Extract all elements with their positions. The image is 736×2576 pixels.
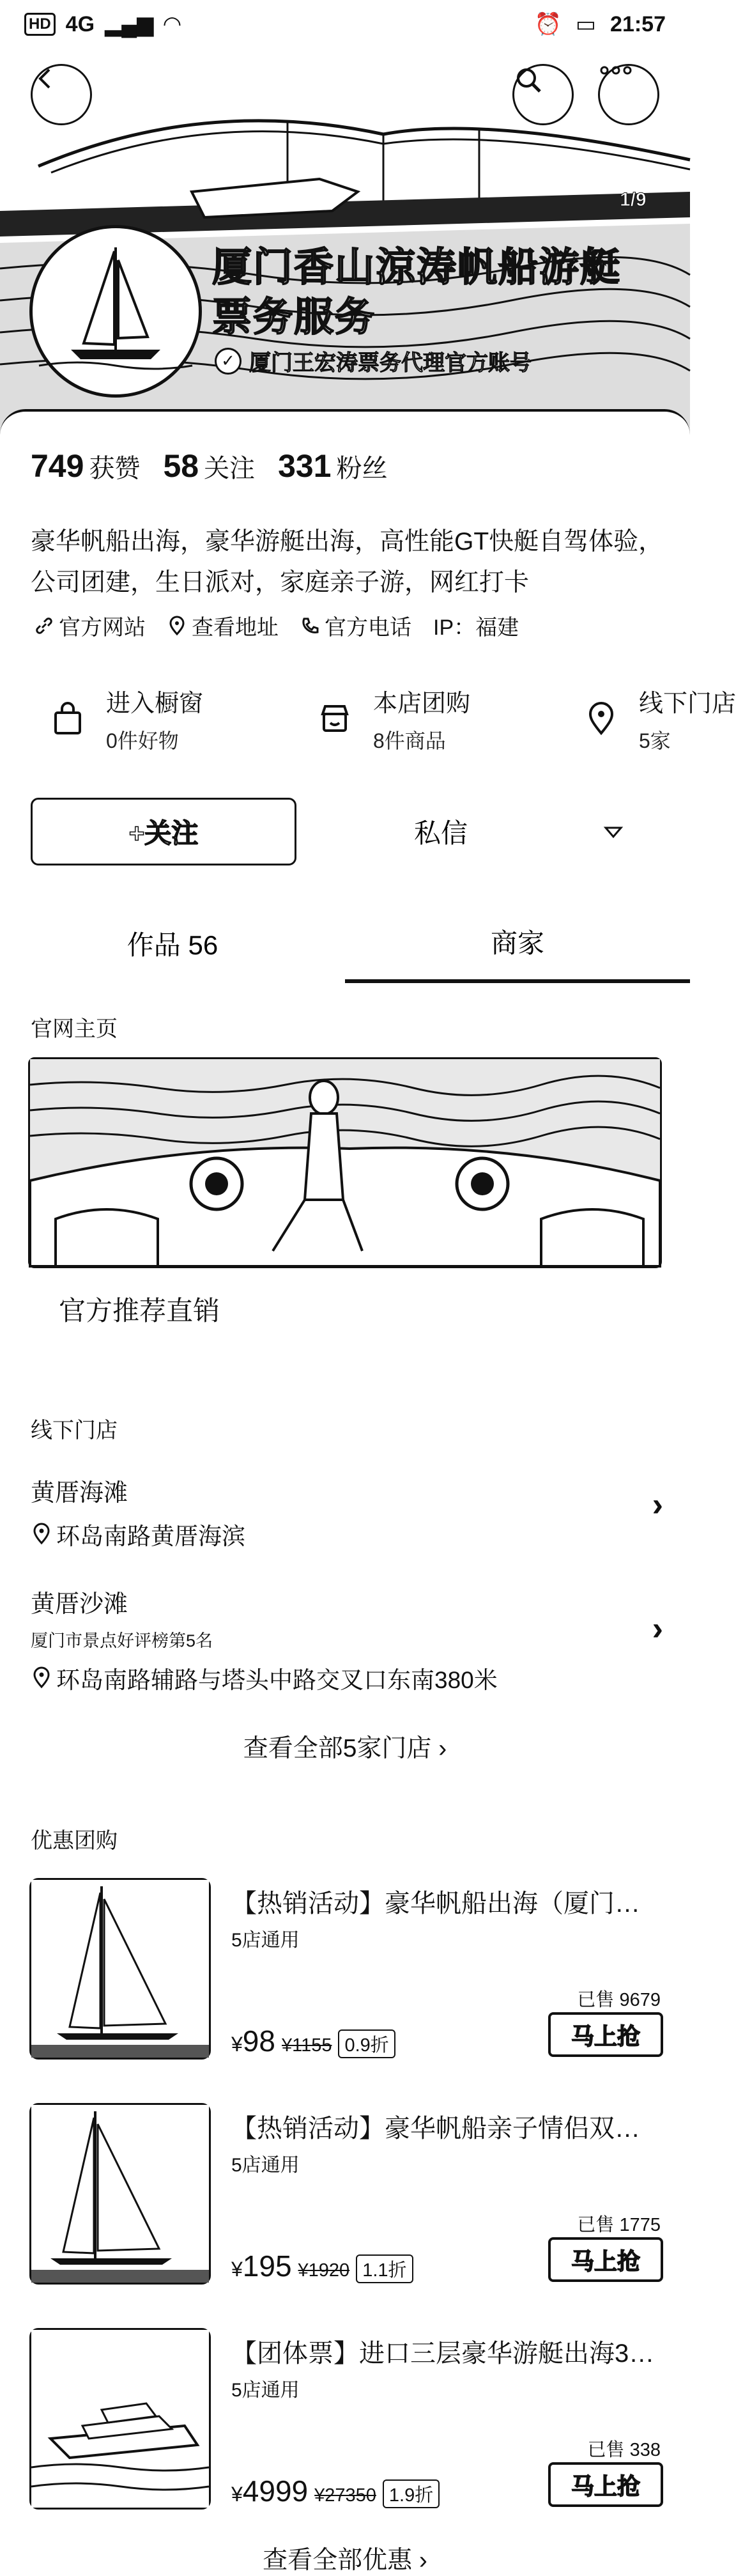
store-ranking: 厦门市景点好评榜第5名	[31, 1631, 213, 1650]
deal-thumbnail	[29, 2103, 211, 2285]
deal-thumbnail	[29, 2328, 211, 2510]
deal-currency: ¥	[231, 2033, 243, 2056]
deal-item[interactable]	[29, 1878, 668, 2063]
follow-button[interactable]: +关注	[31, 798, 296, 865]
yacht-deck-image	[30, 1059, 660, 1266]
deal-price-group	[231, 2474, 308, 2508]
alarm-icon: ⏰	[534, 12, 562, 36]
deal-title: 【热销活动】豪华帆船出海（厦门…	[231, 1889, 640, 1918]
sailboat-logo	[33, 228, 199, 394]
group-buy-title: 本店团购	[373, 690, 471, 717]
account-title-line2: 票务服务	[212, 295, 376, 339]
likes-label: 获赞	[89, 454, 141, 483]
offline-store-sub: 5家	[639, 729, 671, 752]
deal-price: 4999	[242, 2474, 309, 2508]
store-name: 黄厝海滩	[31, 1480, 128, 1507]
search-button[interactable]	[512, 64, 574, 125]
followers-stat[interactable]	[278, 447, 387, 485]
official-banner[interactable]	[28, 1057, 662, 1268]
store-item[interactable]	[31, 1473, 663, 1551]
shop-entries	[38, 687, 736, 752]
stats-row	[31, 447, 388, 485]
website-label: 官方网站	[59, 616, 146, 640]
deal-currency: ¥	[231, 2258, 243, 2281]
deal-sold: 已售 338	[587, 2440, 661, 2460]
verified-badge	[215, 345, 532, 376]
status-bar	[0, 0, 690, 49]
store-item[interactable]	[31, 1584, 663, 1695]
official-home-label: 官网主页	[31, 1017, 118, 1041]
website-link[interactable]	[34, 610, 146, 641]
wifi-icon: ◠	[164, 12, 181, 36]
clock: 21:57	[610, 12, 666, 36]
tab-works[interactable]: 作品 56	[0, 904, 345, 983]
offline-stores-label: 线下门店	[31, 1418, 118, 1443]
store-address: 环岛南路辅路与塔头中路交叉口东南380米	[56, 1667, 498, 1693]
header-banner	[0, 0, 690, 435]
following-count: 58	[163, 448, 199, 484]
deal-discount: 1.1折	[356, 2254, 413, 2283]
deal-thumbnail	[29, 1878, 211, 2060]
banner-caption: 官方推荐直销	[59, 1296, 220, 1326]
ip-location: IP：福建	[433, 616, 519, 640]
buy-now-button[interactable]: 马上抢	[548, 2012, 663, 2057]
location-icon	[167, 616, 187, 635]
sailboat-image	[31, 2105, 209, 2283]
deal-item[interactable]	[29, 2328, 668, 2513]
location-icon	[584, 701, 618, 736]
location-icon	[31, 1667, 52, 1689]
chevron-right-icon: ›	[418, 2547, 427, 2574]
store-address-row	[31, 1517, 663, 1551]
likes-count: 749	[31, 448, 84, 484]
deal-title: 【热销活动】豪华帆船亲子情侣双…	[231, 2114, 640, 2143]
deal-discount: 1.9折	[383, 2479, 440, 2508]
deal-stores: 5店通用	[231, 1930, 300, 1951]
location-icon	[31, 1523, 52, 1545]
more-button[interactable]	[598, 64, 659, 125]
chevron-right-icon: ›	[438, 1735, 447, 1762]
deal-stores: 5店通用	[231, 2155, 300, 2176]
link-icon	[34, 616, 54, 635]
deal-original-price: ¥1920	[298, 2260, 350, 2281]
address-link[interactable]	[167, 610, 279, 641]
store-address: 环岛南路黄厝海滨	[56, 1523, 245, 1549]
avatar[interactable]	[29, 225, 202, 398]
back-button[interactable]	[31, 64, 92, 125]
phone-label: 官方电话	[325, 616, 411, 640]
dropdown-button[interactable]	[594, 813, 632, 851]
address-label: 查看地址	[192, 616, 279, 640]
account-title-line1: 厦门香山涼涛帆船游艇	[212, 245, 622, 290]
profile-card	[0, 409, 736, 2574]
deal-price-row	[231, 2024, 395, 2058]
showcase-entry[interactable]	[50, 687, 203, 750]
phone-link[interactable]	[300, 610, 411, 641]
see-all-stores-label: 查看全部5家门店	[243, 1735, 432, 1762]
deal-price-row	[231, 2474, 440, 2508]
bag-icon	[50, 701, 85, 736]
deal-stores: 5店通用	[231, 2380, 300, 2401]
deal-currency: ¥	[231, 2483, 243, 2506]
check-icon: ✓	[215, 348, 241, 375]
deal-price: 195	[242, 2249, 292, 2283]
followers-label: 粉丝	[336, 454, 388, 483]
chevron-right-icon: ›	[652, 1610, 663, 1647]
likes-stat[interactable]	[31, 447, 140, 485]
search-icon	[514, 66, 542, 94]
network-indicator: 4G	[65, 12, 95, 36]
buy-now-button[interactable]: 马上抢	[548, 2237, 663, 2282]
group-buy-entry[interactable]	[317, 687, 470, 750]
deal-price-group	[231, 2249, 292, 2283]
deal-sold: 已售 9679	[577, 1990, 661, 2010]
tab-merchant[interactable]: 商家	[345, 904, 690, 983]
showcase-title: 进入橱窗	[106, 690, 204, 717]
sailboat-image	[31, 1880, 209, 2058]
yacht-image	[31, 2330, 209, 2508]
battery-icon: ▭	[575, 12, 597, 36]
bio-text: 豪华帆船出海，豪华游艇出海，高性能GT快艇自驾体验，公司团建，生日派对，家庭亲子游，网红打卡	[31, 528, 664, 596]
more-icon	[600, 66, 632, 75]
store-icon	[318, 701, 352, 736]
message-button[interactable]: 私信	[332, 798, 549, 865]
phone-icon	[300, 616, 319, 635]
deal-original-price: ¥1155	[281, 2035, 332, 2056]
group-buy-sub: 8件商品	[373, 729, 446, 752]
see-all-deals-link[interactable]	[0, 2540, 690, 2576]
followers-count: 331	[278, 448, 332, 484]
offline-store-title: 线下门店	[639, 690, 736, 717]
following-label: 关注	[204, 454, 256, 483]
deals-label: 优惠团购	[31, 1829, 118, 1853]
dropdown-icon	[604, 826, 623, 839]
deal-item[interactable]	[29, 2103, 668, 2288]
see-all-stores-link[interactable]	[0, 1728, 690, 1764]
content-tabs	[0, 904, 690, 983]
deal-sold: 已售 1775	[577, 2215, 661, 2235]
deal-price-row	[231, 2249, 413, 2283]
offline-store-entry[interactable]	[584, 687, 736, 752]
signal-icon: ▂▄▆	[105, 12, 154, 36]
profile-links	[34, 610, 519, 641]
back-icon	[33, 66, 58, 91]
verified-text: 厦门王宏涛票务代理官方账号	[249, 351, 532, 375]
chevron-right-icon: ›	[652, 1486, 663, 1523]
see-all-deals-label: 查看全部优惠	[263, 2547, 413, 2574]
image-counter: 1/9	[620, 189, 647, 210]
store-address-row	[31, 1661, 663, 1695]
deal-discount: 0.9折	[338, 2029, 395, 2058]
store-name: 黄厝沙滩	[31, 1591, 128, 1618]
showcase-sub: 0件好物	[106, 729, 179, 752]
account-title	[212, 243, 672, 343]
deal-price: 98	[242, 2024, 275, 2058]
hd-indicator: HD	[24, 13, 56, 36]
following-stat[interactable]	[163, 447, 255, 485]
deal-original-price: ¥27350	[314, 2485, 376, 2506]
deal-price-group	[231, 2024, 275, 2058]
deal-title: 【团体票】进口三层豪华游艇出海3…	[231, 2339, 655, 2368]
buy-now-button[interactable]: 马上抢	[548, 2462, 663, 2507]
